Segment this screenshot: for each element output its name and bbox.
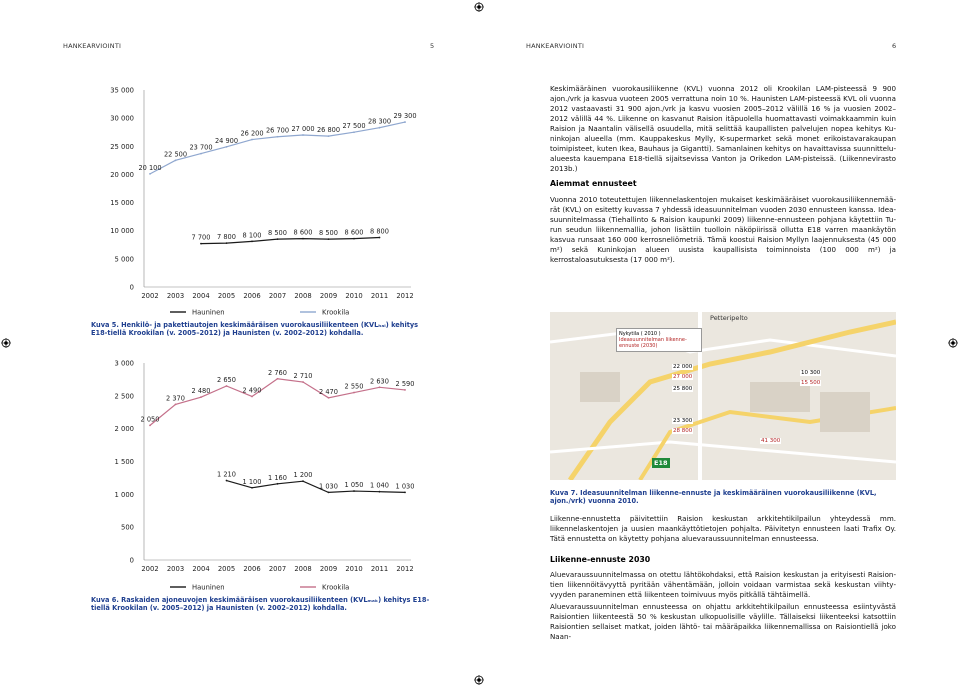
paragraph-aluevaraus-2: Aluevaraussuunnitelman ennusteessa on ohjattu arkkitehtikilpailun ennusteessa esiintyvästä Raisiontien liikenteestä 50 % keskustan ulkopuolisille väylille. Tällaiseksi liikenteeksi katsottiin Raisiontien sellaiset matkat, joiden lähtö- tai määräpaikka liikennemallissa on Raisiontiellä joko Naan- xyxy=(550,602,896,641)
data-label: 1 030 xyxy=(395,482,415,491)
x-tick-label: 2006 xyxy=(243,565,261,573)
registration-mark-icon xyxy=(948,338,958,348)
x-tick-label: 2002 xyxy=(141,292,159,300)
legend-label-krookila: Krookila xyxy=(322,583,350,592)
legend-label-hauninen: Hauninen xyxy=(192,308,225,317)
data-point xyxy=(200,243,202,245)
data-label: 2 550 xyxy=(344,382,364,391)
data-point xyxy=(251,241,253,243)
map-count-label: 10 300 xyxy=(801,370,821,376)
figure-caption-5: Kuva 5. Henkilö- ja pakettiautojen keskimääräisen vuorokausiliikenteen (KVLₕₐₗ) kehitys E18-tiellä Krookilan (v. 2005–2012) ja Haunisten (v. 2002–2012) kohdalla. xyxy=(91,321,419,337)
x-tick-label: 2010 xyxy=(345,292,363,300)
y-tick-label: 15 000 xyxy=(110,199,134,208)
paragraph-kvl-2012: Keskimääräinen vuorokausiliikenne (KVL) vuonna 2012 oli Krookilan LAM-pisteessä 9 900 ajon./vrk ja kasvua vuoteen 2005 verrattuna noin 10 %. Haunisten LAM-pisteessä KVL oli vuonna 2012 vastaavasti 31 900 ajon./vrk ja kasvu vuosien 2005–2012 välillä 16 % ja vuosien 2002–2012 välillä 44 %. Liikenne on kasvanut Raision itäpuolella huomattavasti voimakkaammin kuin Raision ja Naantalin välisellä osuudella, mitä selittää kaupallisten palvelujen nopea kehitys Kuninkojan alueella (mm. Kauppakeskus Mylly, K-supermarket sekä monet erikoistavarakaupan toimipisteet, kuten Ikea, Bauhaus ja Gigantti). Samanlainen kehitys on havaittavissa suunnittelualueesta kauempana E18-tiellä sijaitsevissa Vanton ja Orikedon LAM-pisteissä. (Liikennevirasto 2013b.) xyxy=(550,84,896,173)
map-count-label: 25 800 xyxy=(673,386,693,392)
data-point xyxy=(251,396,253,398)
data-point xyxy=(149,424,151,426)
x-tick-label: 2004 xyxy=(192,565,210,573)
legend-label-hauninen: Hauninen xyxy=(192,583,225,592)
data-label: 20 100 xyxy=(138,163,162,172)
left-header-title: HANKEARVIOINTI xyxy=(63,42,122,50)
series-line-krookila xyxy=(150,379,405,426)
map-count-label: 23 300 xyxy=(673,418,693,424)
map-count-label: 22 000 xyxy=(673,364,693,370)
x-tick-label: 2003 xyxy=(166,292,185,300)
y-tick-label: 0 xyxy=(129,283,134,292)
y-tick-label: 10 000 xyxy=(110,227,134,236)
data-point xyxy=(277,483,279,485)
data-label: 26 200 xyxy=(240,129,264,138)
x-tick-label: 2009 xyxy=(319,565,338,573)
y-tick-label: 2 000 xyxy=(114,425,134,434)
data-point xyxy=(149,173,151,175)
data-label: 8 500 xyxy=(268,229,287,238)
data-label: 23 700 xyxy=(189,143,213,152)
data-label: 8 500 xyxy=(319,229,338,238)
data-label: 24 900 xyxy=(214,136,239,145)
data-point xyxy=(302,480,304,482)
paragraph-forecast-update: Liikenne-ennustetta päivitettiin Raision keskustan arkkitehtikilpailun yhteydessä mm. liikennelaskentojen ja uusien maankäyttötietojen pohjalta. Päivitetyn ennusteen laati Trafix Oy. Tätä ennustetta on käytetty pohjana aluevaraussuunnitelman ennusteessa. xyxy=(550,514,896,543)
x-tick-label: 2005 xyxy=(217,292,236,300)
traffic-map xyxy=(550,312,896,480)
x-tick-label: 2004 xyxy=(192,292,210,300)
data-label: 27 000 xyxy=(291,125,315,134)
data-point xyxy=(379,386,381,388)
data-point xyxy=(200,396,202,398)
legend-label-krookila: Krookila xyxy=(322,308,350,317)
data-point xyxy=(226,146,228,148)
data-label: 2 490 xyxy=(242,386,262,395)
map-count-label: 41 300 xyxy=(761,438,781,444)
paragraph-forecast-2010: Vuonna 2010 toteutettujen liikennelaskentojen mukaiset keskimääräiset vuorokausiliikennemäärät (KVL) on esitetty kuvassa 7 yhdessä ideasuunnitelman vuoden 2030 ennusteen kanssa. Ideasuunnitelmassa (Tiehallinto & Raision kaupunki 2009) liikenne-ennusteen pohjana käytettiin Turun seudun liikennemallia, johon lisättiin tuolloin näköpiirissä ollutta E18 varren maankäytön kasvua runsaat 160 000 kerrosneliömetriä. Tämä koostui Raision Myllyn laajennuksesta (45 000 m²) sekä Kuninkojan alueen uusista kaupallisista toiminnoista (100 000 m²) ja kerrostaloasutuksesta (17 000 m²). xyxy=(550,195,896,264)
x-tick-label: 2008 xyxy=(294,292,312,300)
map-place-label: Petteripelto xyxy=(710,314,748,322)
data-point xyxy=(175,159,177,161)
x-tick-label: 2010 xyxy=(345,565,363,573)
data-label: 1 050 xyxy=(344,481,364,490)
data-point xyxy=(302,134,304,136)
data-label: 1 040 xyxy=(370,481,389,490)
data-point xyxy=(302,238,304,240)
data-point xyxy=(328,135,330,137)
x-tick-label: 2007 xyxy=(268,292,287,300)
data-label: 7 800 xyxy=(217,233,236,242)
data-point xyxy=(277,238,279,240)
y-tick-label: 1 000 xyxy=(114,490,134,499)
data-label: 2 480 xyxy=(191,387,211,396)
y-tick-label: 25 000 xyxy=(110,142,134,151)
y-tick-label: 0 xyxy=(129,556,134,565)
data-point xyxy=(302,381,304,383)
data-label: 2 710 xyxy=(293,372,313,381)
data-point xyxy=(353,238,355,240)
figure-caption-7: Kuva 7. Ideasuunnitelman liikenne-ennuste ja keskimääräinen vuorokausiliikenne (KVL, ajon./vrk) vuonna 2010. xyxy=(550,489,877,505)
data-point xyxy=(328,491,330,493)
y-tick-label: 2 500 xyxy=(114,392,134,401)
map-legend-current: Nykytila ( 2010 ) xyxy=(619,331,661,337)
data-label: 1 200 xyxy=(293,471,313,480)
data-label: 26 800 xyxy=(316,126,341,135)
data-point xyxy=(251,487,253,489)
data-point xyxy=(226,385,228,387)
data-label: 2 590 xyxy=(395,379,415,388)
data-label: 1 100 xyxy=(242,477,262,486)
data-point xyxy=(277,136,279,138)
data-point xyxy=(328,397,330,399)
x-tick-label: 2006 xyxy=(243,292,261,300)
data-point xyxy=(404,121,406,123)
map-count-label: 27 000 xyxy=(673,374,693,380)
data-label: 8 100 xyxy=(242,231,262,240)
data-label: 1 210 xyxy=(217,470,236,479)
y-tick-label: 20 000 xyxy=(110,170,134,179)
right-page-number: 6 xyxy=(892,42,897,50)
map-legend-forecast: Ideasuunnitelman liikenne-ennuste (2030) xyxy=(619,337,687,349)
data-label: 8 600 xyxy=(344,228,364,237)
map-count-label: 28 800 xyxy=(673,428,693,434)
x-tick-label: 2008 xyxy=(294,565,312,573)
map-count-label: 15 500 xyxy=(801,380,821,386)
data-label: 8 800 xyxy=(370,227,389,236)
left-page-number: 5 xyxy=(430,42,435,50)
heading-forecast-2030: Liikenne-ennuste 2030 xyxy=(550,555,651,564)
data-label: 2 630 xyxy=(370,377,389,386)
data-point xyxy=(226,480,228,482)
data-point xyxy=(379,127,381,129)
data-point xyxy=(328,238,330,240)
data-point xyxy=(226,242,228,244)
data-point xyxy=(404,491,406,493)
data-label: 2 050 xyxy=(140,415,160,424)
data-label: 2 370 xyxy=(166,394,185,403)
data-label: 29 300 xyxy=(393,112,417,121)
right-header-title: HANKEARVIOINTI xyxy=(526,42,585,50)
x-tick-label: 2012 xyxy=(396,292,414,300)
x-tick-label: 2011 xyxy=(370,292,389,300)
data-label: 8 600 xyxy=(293,228,313,237)
data-label: 2 650 xyxy=(217,375,236,384)
data-label: 7 700 xyxy=(191,233,211,242)
data-label: 26 700 xyxy=(265,126,290,135)
x-tick-label: 2012 xyxy=(396,565,414,573)
map-legend xyxy=(616,328,702,352)
data-label: 22 500 xyxy=(163,150,188,159)
data-label: 1 160 xyxy=(268,473,287,482)
data-point xyxy=(404,389,406,391)
data-point xyxy=(251,139,253,141)
data-point xyxy=(277,378,279,380)
map-road-sign: E18 xyxy=(654,459,668,467)
data-point xyxy=(379,491,381,493)
data-label: 2 470 xyxy=(319,387,338,396)
data-label: 2 760 xyxy=(268,368,287,377)
y-tick-label: 1 500 xyxy=(114,458,134,466)
x-tick-label: 2011 xyxy=(370,565,389,573)
data-point xyxy=(353,131,355,133)
x-tick-label: 2007 xyxy=(268,565,287,573)
y-tick-label: 3 000 xyxy=(114,359,134,368)
data-label: 28 300 xyxy=(367,117,392,126)
x-tick-label: 2005 xyxy=(217,565,236,573)
y-tick-label: 500 xyxy=(121,523,134,532)
figure-caption-6: Kuva 6. Raskaiden ajoneuvojen keskimääräisen vuorokausiliikenteen (KVLₘₐₖ) kehitys E18-tiellä Krookilan (v. 2005–2012) ja Haunisten (v. 2002–2012) kohdalla. xyxy=(91,596,430,612)
paragraph-aluevaraus-1: Aluevaraussuunnitelmassa on otettu lähtökohdaksi, että Raision keskustan ja erityisesti Raisiontien liikennöitävyyttä pyritään vähentämään, jolloin voidaan varmistaa sekä keskustan viihtyvyyden paraneminen että liikenteen toimivuus myös pitkällä tähtäimellä. xyxy=(550,570,896,599)
heading-previous-forecasts: Aiemmat ennusteet xyxy=(550,179,637,188)
data-point xyxy=(353,392,355,394)
y-tick-label: 30 000 xyxy=(110,114,134,123)
y-tick-label: 5 000 xyxy=(114,255,134,264)
data-label: 1 030 xyxy=(319,482,338,491)
data-point xyxy=(200,153,202,155)
x-tick-label: 2009 xyxy=(319,292,338,300)
data-point xyxy=(379,237,381,239)
x-tick-label: 2002 xyxy=(141,565,159,573)
data-point xyxy=(353,490,355,492)
data-point xyxy=(175,403,177,405)
data-label: 27 500 xyxy=(342,122,366,131)
x-tick-label: 2003 xyxy=(166,565,185,573)
y-tick-label: 35 000 xyxy=(110,86,134,95)
